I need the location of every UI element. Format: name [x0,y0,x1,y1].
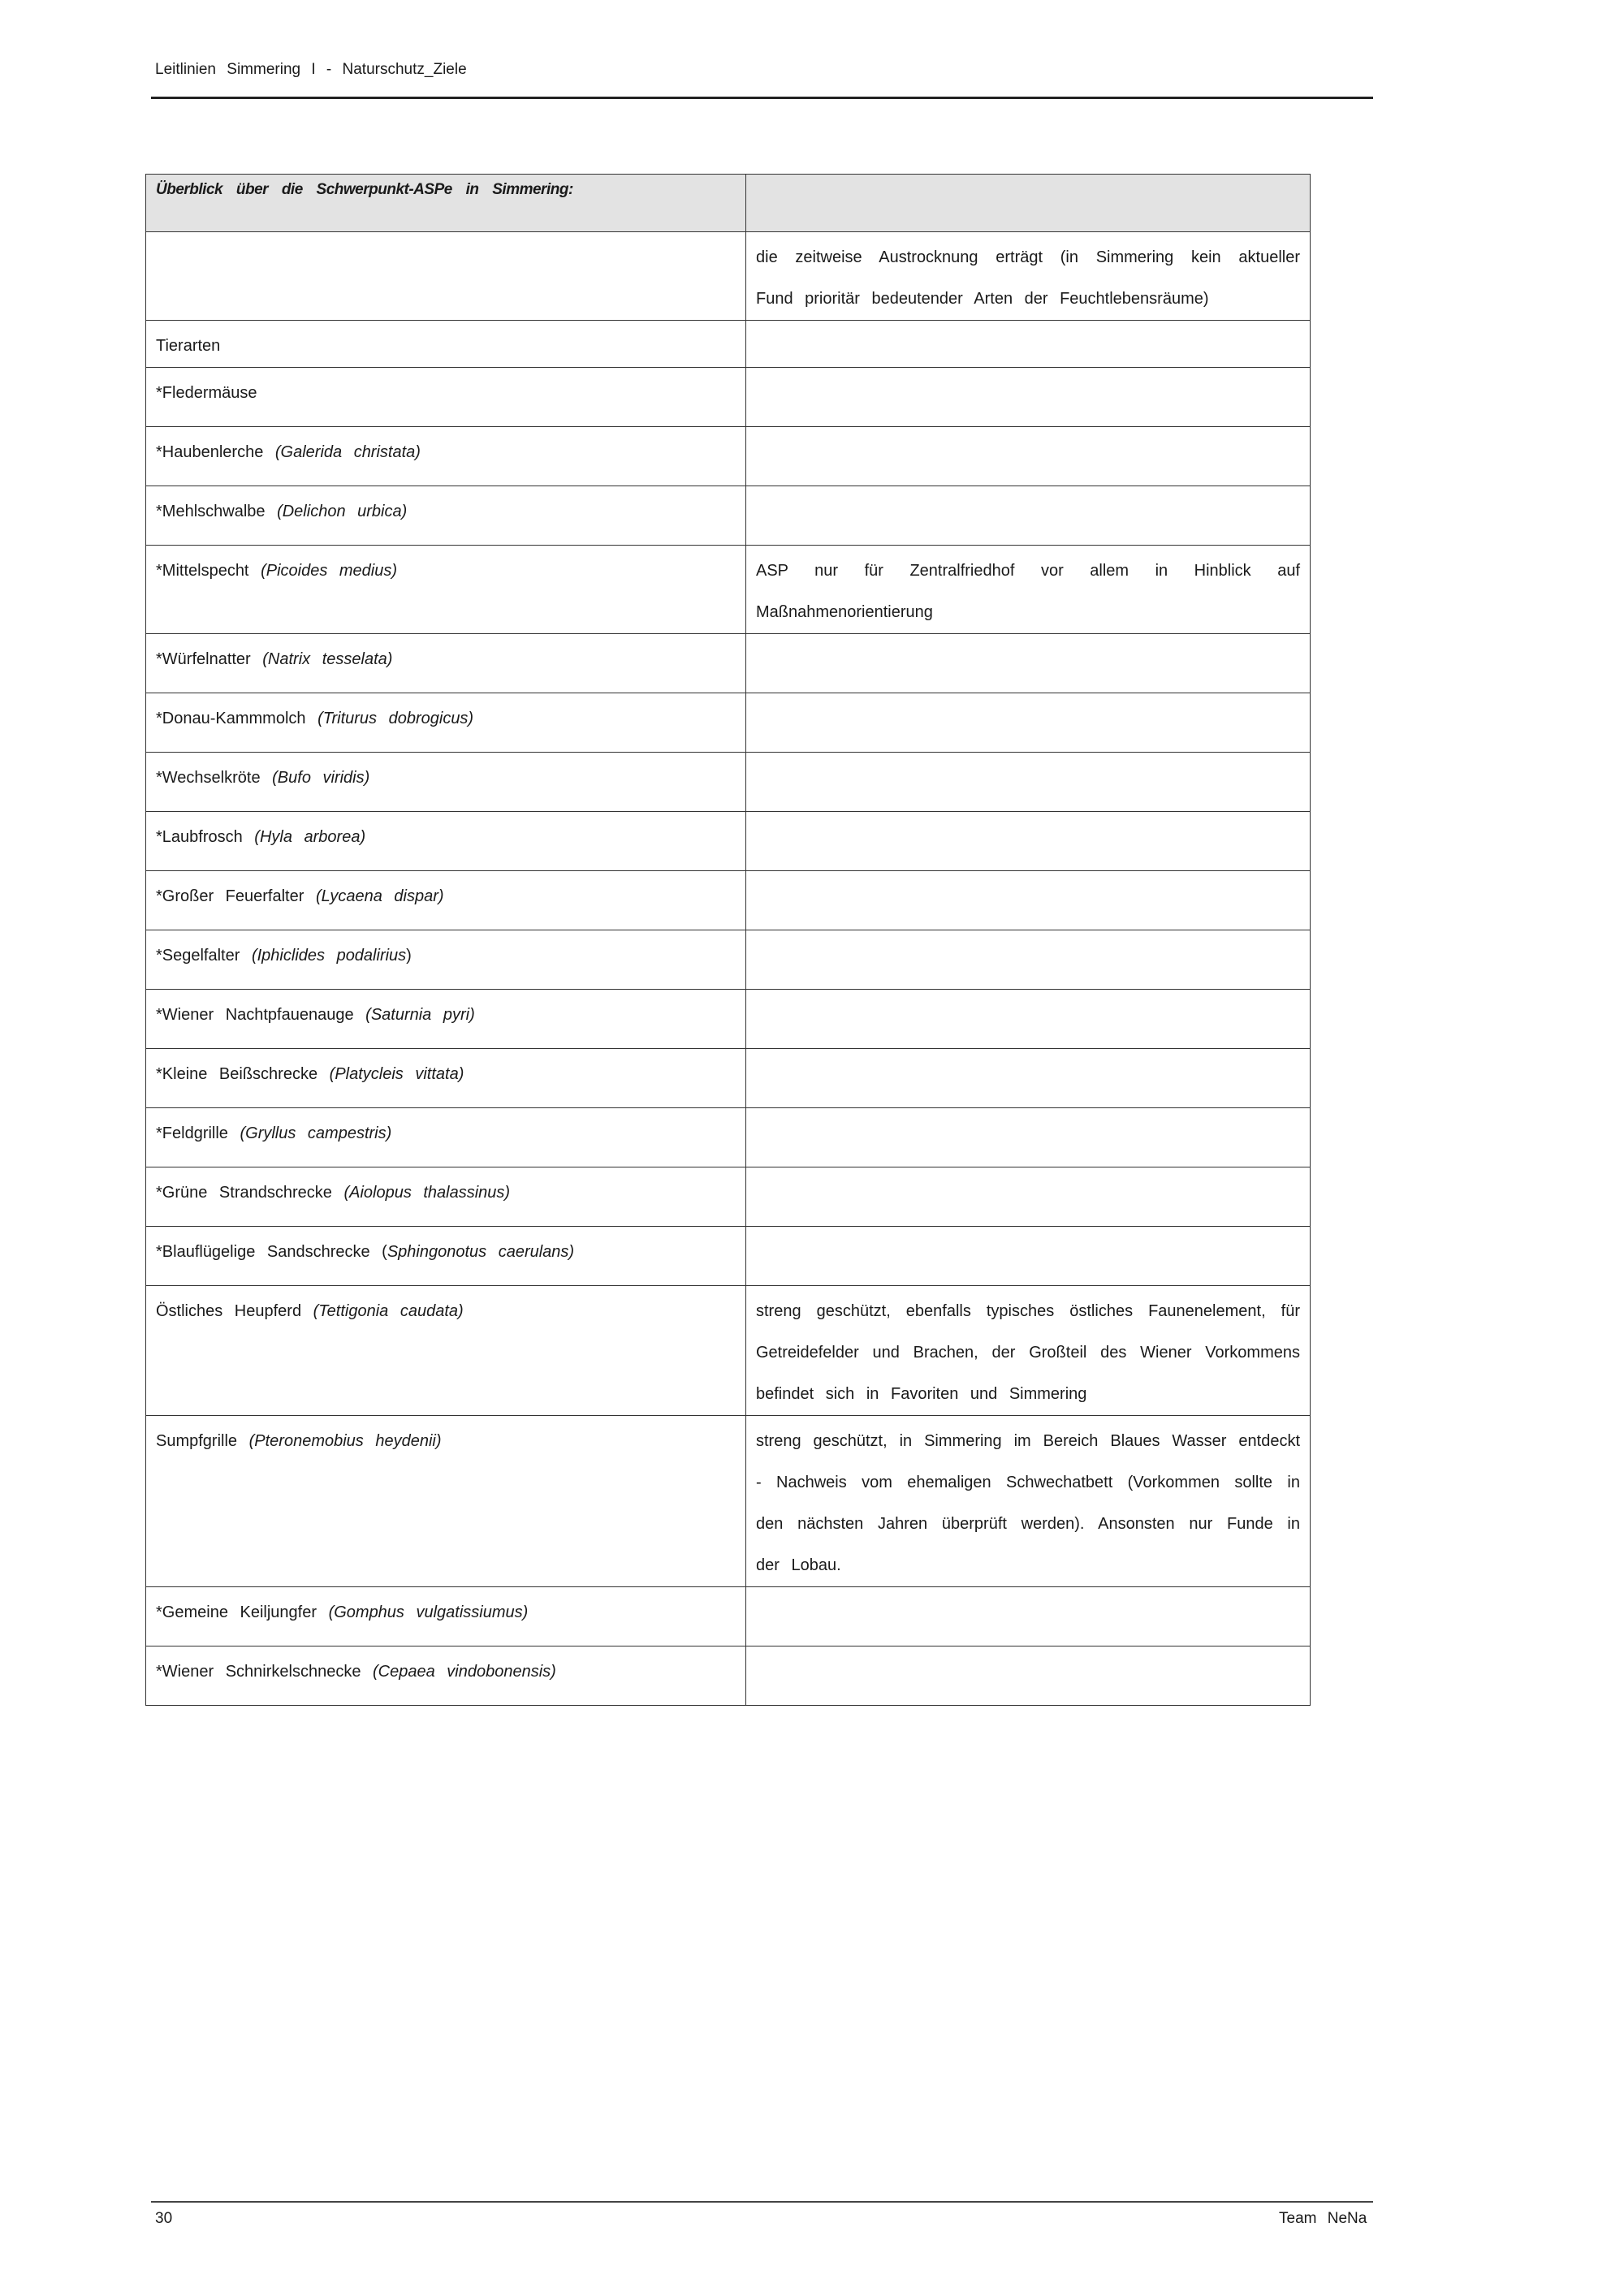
species-scientific-name: (Hyla arborea) [254,828,366,846]
species-name: *Laubfrosch [156,828,255,846]
species-name: Sumpfgrille [156,1432,249,1450]
species-name: *Mittelspecht [156,562,261,580]
species-cell [146,1646,746,1706]
species-note: streng geschützt, in Simmering im Bereich Blaues Wasser entdeckt - Nachweis vom ehemaligen Schwechatbett (Vorkommen sollte in den nächsten Jahren überprüft werden). Ansonsten nur Funde in der Lobau. [746,1416,1311,1587]
species-note [746,871,1311,930]
table-row [146,990,1311,1049]
species-note [746,1587,1311,1646]
table-row [146,546,1311,634]
page-number: 30 [155,2210,173,2227]
footer-author: Team NeNa [1279,2210,1367,2227]
species-scientific-name: (Pteronemobius heydenii) [248,1432,442,1450]
table-header-row [146,175,1311,232]
species-name: *Gemeine Keiljungfer [156,1603,329,1621]
footer-divider [151,2201,1373,2203]
species-scientific-name: (Picoides medius) [261,562,398,580]
species-name: *Kleine Beißschrecke [156,1065,330,1083]
species-scientific-name: (Iphiclides podalirius [251,947,407,965]
species-scientific-name: (Cepaea vindobonensis) [373,1663,556,1681]
table-row [146,753,1311,812]
continuation-empty-cell [146,232,746,321]
table-row [146,368,1311,427]
table-row [146,1049,1311,1108]
species-cell [146,634,746,693]
species-cell [146,1167,746,1227]
species-scientific-name: (Triturus dobrogicus) [317,710,474,727]
continuation-text: die zeitweise Austrocknung erträgt (in Simmering kein aktueller Fund prioritär bedeutender Arten der Feuchtlebensräume) [746,232,1311,321]
species-name: *Haubenlerche [156,443,275,461]
species-cell [146,812,746,871]
species-cell [146,1049,746,1108]
species-name: *Wechselkröte [156,769,273,787]
species-name: *Fledermäuse [156,384,257,402]
species-name: *Würfelnatter [156,650,263,668]
table-row [146,1227,1311,1286]
species-name: *Wiener Schnirkelschnecke [156,1663,373,1681]
table-row [146,634,1311,693]
species-cell [146,930,746,990]
species-note [746,693,1311,753]
asp-overview-table [145,174,1311,1706]
species-scientific-name: (Saturnia pyri) [365,1006,475,1024]
species-note [746,486,1311,546]
table-row [146,1646,1311,1706]
species-cell [146,871,746,930]
section-label: Tierarten [146,321,746,368]
species-name: *Segelfalter [156,947,252,965]
table-row [146,1108,1311,1167]
species-scientific-name: Sphingonotus caerulans) [387,1243,575,1261]
table-title: Überblick über die Schwerpunkt-ASPe in Simmering: [156,181,573,198]
species-scientific-name: (Lycaena dispar) [315,887,444,905]
species-cell [146,368,746,427]
table-title-cell [146,175,746,232]
table-row [146,930,1311,990]
section-empty-cell [746,321,1311,368]
species-note [746,930,1311,990]
species-name: *Großer Feuerfalter [156,887,316,905]
species-note [746,1108,1311,1167]
table-row [146,486,1311,546]
running-header: Leitlinien Simmering I - Naturschutz_Ziele [155,61,467,78]
table-row [146,427,1311,486]
table-row [146,812,1311,871]
species-scientific-name: (Platycleis vittata) [329,1065,464,1083]
species-note [746,753,1311,812]
species-scientific-name: (Bufo viridis) [272,769,370,787]
species-name: *Wiener Nachtpfauenauge [156,1006,366,1024]
species-cell [146,990,746,1049]
species-note: streng geschützt, ebenfalls typisches östliches Faunenelement, für Getreidefelder und Brachen, der Großteil des Wiener Vorkommens befindet sich in Favoriten und Simmering [746,1286,1311,1416]
species-name: *Grüne Strandschrecke [156,1184,344,1202]
table-header-empty-cell [746,175,1311,232]
species-cell [146,1227,746,1286]
species-suffix: ) [406,947,412,965]
species-name: Östliches Heupferd [156,1302,313,1320]
table-row [146,871,1311,930]
species-cell [146,1108,746,1167]
species-scientific-name: (Aiolopus thalassinus) [343,1184,511,1202]
species-name: *Feldgrille [156,1124,240,1142]
species-name: *Donau-Kammmolch [156,710,318,727]
continuation-row [146,232,1311,321]
table-row [146,1167,1311,1227]
species-note [746,1049,1311,1108]
table-row [146,693,1311,753]
species-scientific-name: (Gomphus vulgatissiumus) [328,1603,529,1621]
species-scientific-name: (Delichon urbica) [277,503,408,520]
table-row [146,1286,1311,1416]
species-scientific-name: (Tettigonia caudata) [313,1302,464,1320]
species-cell [146,546,746,634]
species-cell [146,486,746,546]
species-scientific-name: (Galerida christata) [274,443,421,461]
species-note [746,812,1311,871]
species-name: *Blauflügelige Sandschrecke ( [156,1243,387,1261]
species-note [746,1167,1311,1227]
species-scientific-name: (Gryllus campestris) [240,1124,392,1142]
species-cell [146,1286,746,1416]
section-row [146,321,1311,368]
species-cell [146,1416,746,1587]
table-row [146,1587,1311,1646]
species-note [746,634,1311,693]
species-cell [146,427,746,486]
species-cell [146,1587,746,1646]
species-scientific-name: (Natrix tesselata) [262,650,393,668]
species-cell [146,693,746,753]
species-note [746,990,1311,1049]
species-cell [146,753,746,812]
species-note [746,1227,1311,1286]
species-note [746,1646,1311,1706]
species-note [746,368,1311,427]
species-note [746,427,1311,486]
header-divider [151,97,1373,99]
species-name: *Mehlschwalbe [156,503,278,520]
table-row [146,1416,1311,1587]
species-note: ASP nur für Zentralfriedhof vor allem in Hinblick auf Maßnahmenorientierung [746,546,1311,634]
